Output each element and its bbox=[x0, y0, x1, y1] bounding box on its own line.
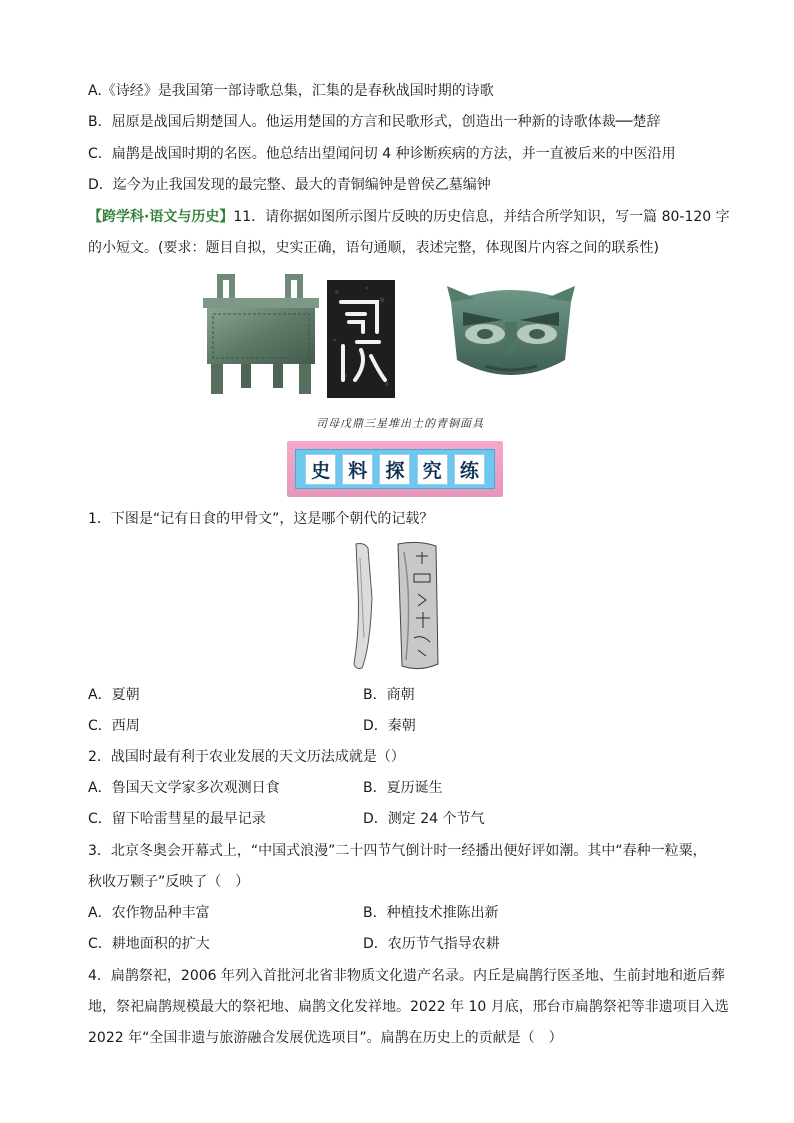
simuwu-ding-image bbox=[197, 268, 325, 398]
question-2-option-d: D．测定 24 个节气 bbox=[363, 811, 485, 827]
question-2-option-a: A．鲁国天文学家多次观测日食 bbox=[88, 780, 280, 796]
banner-char: 料 bbox=[342, 454, 373, 485]
bronze-mask-image bbox=[445, 282, 577, 394]
banner-char: 练 bbox=[454, 454, 485, 485]
banner-char: 探 bbox=[379, 454, 410, 485]
prev-option-c: C．扁鹊是战国时期的名医。他总结出望闻问切 4 种诊断疾病的方法，并一直被后来的中医沿用 bbox=[88, 146, 676, 162]
figure-caption: 司母戊鼎三星堆出土的青铜面具 bbox=[316, 417, 484, 430]
question-2-option-c: C．留下哈雷彗星的最早记录 bbox=[88, 811, 266, 827]
question-4-stem-line3: 2022 年“全国非遗与旅游融合发展优选项目”。扁鹊在历史上的贡献是（ ） bbox=[88, 1030, 563, 1046]
question-2-option-b: B．夏历诞生 bbox=[363, 780, 443, 796]
question-11-line1 bbox=[88, 207, 730, 227]
section-banner-inner bbox=[295, 449, 495, 489]
question-3-stem-line2: 秋收万颗子”反映了（ ） bbox=[88, 874, 250, 890]
question-3-stem-line1: 3．北京冬奥会开幕式上，“中国式浪漫”二十四节气倒计时一经播出便好评如潮。其中“春种一粒粟， bbox=[88, 843, 707, 859]
question-2-stem: 2．战国时最有利于农业发展的天文历法成就是（） bbox=[88, 749, 405, 765]
prev-option-d: D．迄今为止我国发现的最完整、最大的青铜编钟是曾侯乙墓编钟 bbox=[88, 177, 491, 193]
oracle-bone-image bbox=[346, 538, 444, 674]
question-4-stem-line1: 4．扁鹊祭祀，2006 年列入首批河北省非物质文化遗产名录。内丘是扁鹊行医圣地、生前封地和逝后葬 bbox=[88, 968, 725, 984]
question-1-option-d: D．秦朝 bbox=[363, 718, 416, 734]
question-1-option-a: A．夏朝 bbox=[88, 687, 140, 703]
question-1-option-b: B．商朝 bbox=[363, 687, 415, 703]
prev-option-a: A.《诗经》是我国第一部诗歌总集，汇集的是春秋战国时期的诗歌 bbox=[88, 83, 494, 99]
prev-option-b: B．屈原是战国后期楚国人。他运用楚国的方言和民歌形式，创造出一种新的诗歌体裁──楚辞 bbox=[88, 114, 661, 130]
question-11-text: 11．请你据如图所示图片反映的历史信息，并结合所学知识，写一篇 80-120 字 bbox=[233, 209, 730, 225]
question-11-line2: 的小短文。(要求：题目自拟，史实正确，语句通顺，表述完整，体现图片内容之间的联系性) bbox=[88, 240, 659, 256]
question-3-option-a: A．农作物品种丰富 bbox=[88, 905, 210, 921]
banner-char: 史 bbox=[305, 454, 336, 485]
inscription-rubbing-image bbox=[327, 280, 395, 398]
question-3-option-d: D．农历节气指导农耕 bbox=[363, 936, 500, 952]
subject-tag: 【跨学科·语文与历史】 bbox=[88, 209, 234, 225]
question-1-option-c: C．西周 bbox=[88, 718, 140, 734]
question-3-option-c: C．耕地面积的扩大 bbox=[88, 936, 210, 952]
question-4-stem-line2: 地，祭祀扁鹊规模最大的祭祀地、扁鹊文化发祥地。2022 年 10 月底，邢台市扁鹊祭祀等非遗项目入选 bbox=[88, 999, 729, 1015]
section-banner bbox=[287, 441, 503, 497]
question-1-stem: 1．下图是“记有日食的甲骨文”，这是哪个朝代的记载？ bbox=[88, 511, 434, 527]
question-3-option-b: B．种植技术推陈出新 bbox=[363, 905, 499, 921]
banner-char: 究 bbox=[417, 454, 448, 485]
